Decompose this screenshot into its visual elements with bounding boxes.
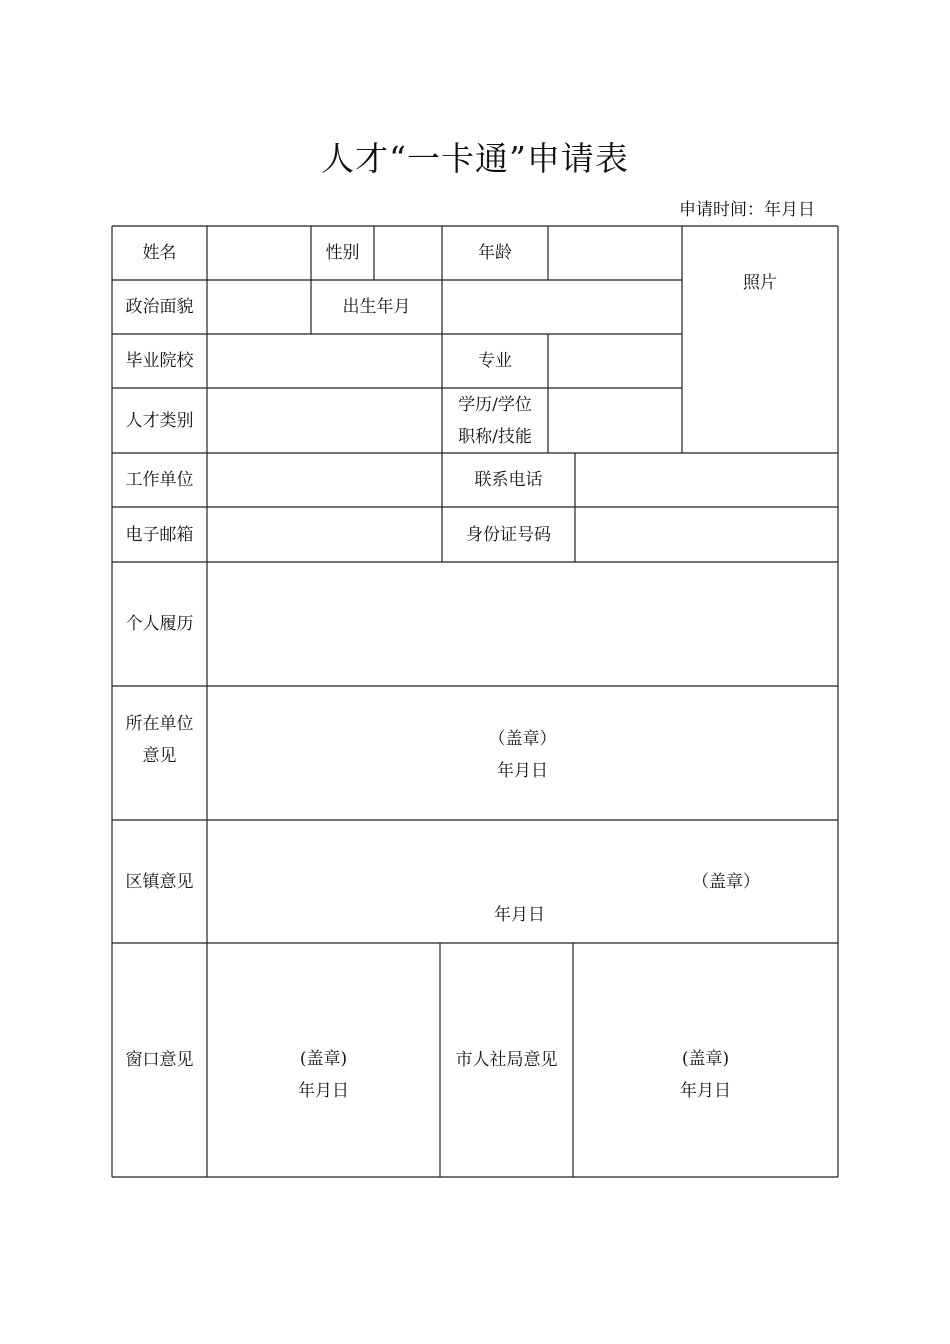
town-opinion-field[interactable] — [207, 820, 838, 943]
city-hr-opinion-field[interactable] — [573, 943, 838, 1177]
town-date-text: 年月日 — [494, 905, 545, 925]
window-opinion-field[interactable] — [207, 943, 440, 1177]
label-age: 年龄 — [478, 243, 512, 263]
unit-date-text: 年月日 — [497, 761, 548, 781]
label-photo: 照片 — [743, 272, 777, 293]
education-title-field[interactable] — [548, 388, 682, 453]
window-date-text: 年月日 — [298, 1081, 349, 1101]
unit-opinion-field[interactable] — [207, 686, 838, 820]
label-education-degree: 学历/学位 — [458, 394, 532, 415]
talent-category-field[interactable] — [207, 388, 442, 453]
label-phone: 联系电话 — [474, 470, 543, 490]
city-hr-seal-text: (盖章) — [681, 1049, 730, 1069]
label-unit-opinion-line2: 意见 — [142, 746, 177, 766]
label-town-opinion: 区镇意见 — [125, 871, 194, 892]
label-work-unit: 工作单位 — [125, 470, 194, 490]
unit-seal-text: （盖章） — [488, 729, 557, 749]
label-title-skill: 职称/技能 — [458, 426, 532, 447]
photo-box[interactable] — [682, 226, 838, 453]
birth-date-field[interactable] — [442, 280, 682, 334]
label-political-status: 政治面貌 — [125, 297, 194, 317]
label-birth-date: 出生年月 — [342, 297, 411, 317]
id-number-field[interactable] — [575, 507, 838, 562]
label-talent-category: 人才类别 — [125, 410, 194, 431]
age-field[interactable] — [548, 226, 682, 280]
label-name: 姓名 — [142, 243, 177, 263]
work-unit-field[interactable] — [207, 453, 442, 507]
political-status-field[interactable] — [207, 280, 311, 334]
form-title: 人才“一卡通”申请表 — [321, 139, 629, 178]
graduate-school-field[interactable] — [207, 334, 442, 388]
town-seal-text: （盖章） — [692, 872, 760, 892]
major-field[interactable] — [548, 334, 682, 388]
resume-field[interactable] — [207, 562, 838, 686]
phone-field[interactable] — [575, 453, 838, 507]
email-field[interactable] — [207, 507, 442, 562]
label-window-opinion: 窗口意见 — [125, 1050, 194, 1070]
label-unit-opinion-line1: 所在单位 — [125, 714, 194, 734]
label-education-title — [442, 388, 548, 453]
label-id-number: 身份证号码 — [466, 524, 551, 545]
city-hr-date-text: 年月日 — [680, 1081, 731, 1101]
label-gender: 性别 — [325, 243, 360, 263]
gender-field[interactable] — [374, 226, 442, 280]
label-email: 电子邮箱 — [125, 524, 194, 545]
label-unit-opinion — [112, 686, 207, 820]
label-city-hr-opinion: 市人社局意见 — [455, 1050, 558, 1070]
window-seal-text: (盖章) — [299, 1049, 348, 1069]
label-resume: 个人履历 — [125, 614, 194, 634]
application-date: 申请时间：年月日 — [679, 200, 815, 220]
label-graduate-school: 毕业院校 — [125, 351, 194, 371]
label-major: 专业 — [478, 351, 512, 371]
name-field[interactable] — [207, 226, 311, 280]
